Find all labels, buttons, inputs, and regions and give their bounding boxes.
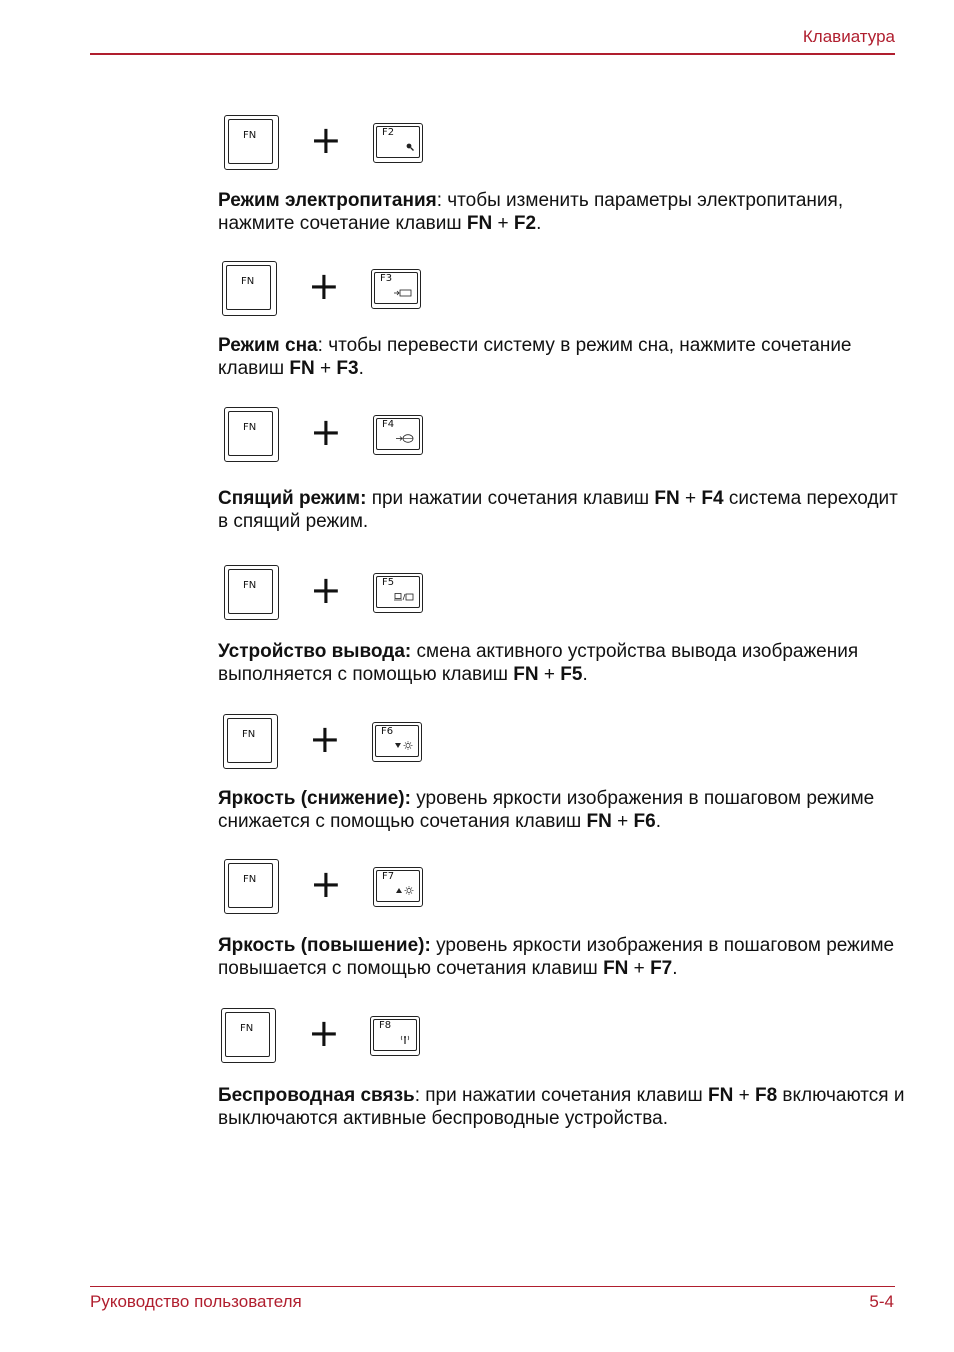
shortcut-description [218,487,908,533]
shortcut-title: Устройство вывода: [218,641,412,662]
shortcut-title: Яркость (снижение): [218,788,411,809]
separator: : [317,335,329,356]
shortcut-title: Яркость (повышение): [218,935,431,956]
f5-key [373,573,423,613]
shortcut-title: Беспроводная связь [218,1085,415,1106]
combo-key: F2 [513,213,537,234]
key-combo [218,714,908,776]
key-combo [218,859,908,921]
shortcut-description [218,189,908,235]
fn-key-label: FN [243,422,257,433]
shortcut-entry-brightness-up [218,859,908,980]
combo-join: + [733,1085,755,1106]
combo-join: + [679,488,702,509]
key-combo [218,261,908,323]
plus-sign: + [310,118,342,162]
description-end: включаются и выключаются активные беспроводные устройства. [218,1085,905,1129]
wireless-icon [399,1035,411,1047]
key-combo [218,565,908,627]
description-text: чтобы перевести систему в режим сна, нажмите сочетание клавиш [218,335,852,379]
description-end: . [358,358,364,379]
display-switch-icon [394,593,414,604]
separator: : [414,1085,426,1106]
description-end: . [655,811,661,832]
plus-sign: + [310,862,342,906]
footer-manual-title: Руководство пользователя [90,1292,302,1311]
shortcut-description [218,640,908,686]
magnifier-icon [406,143,414,154]
f8-key [370,1016,420,1056]
shortcut-entry-power [218,115,908,235]
hibernate-icon [396,434,414,446]
function-key-label: F2 [382,127,395,138]
brightness-down-icon [395,741,413,753]
fn-key [224,859,279,914]
description-text: при нажатии сочетания клавиш [425,1085,708,1106]
f7-key [373,867,423,907]
function-key-label: F8 [379,1020,392,1031]
combo-fn: FN [586,811,612,832]
shortcut-title: Режим сна [218,335,318,356]
combo-key: F5 [560,664,583,685]
function-key-label: F7 [382,871,395,882]
combo-join: + [314,358,337,379]
fn-key [221,1008,276,1063]
description-text: уровень яркости изображения в пошаговом режиме снижается с помощью сочетания клавиш [218,788,875,832]
function-key-label: F4 [382,419,395,430]
fn-key [223,714,278,769]
description-end: система переходит в спящий режим. [218,488,898,532]
key-combo [218,115,908,177]
f4-key [373,415,423,455]
plus-sign: + [308,1011,340,1055]
f3-key [371,269,421,309]
fn-key-label: FN [241,276,255,287]
shortcut-entry-output [218,565,908,686]
combo-join: + [492,213,514,234]
combo-join: + [628,958,651,979]
shortcut-description [218,334,908,380]
combo-join: + [538,664,561,685]
function-key-label: F3 [380,273,393,284]
page-header-title: Клавиатура [802,27,895,46]
brightness-up-icon [396,886,414,898]
shortcut-entry-brightness-down [218,714,908,833]
fn-key [224,407,279,462]
key-combo [218,407,908,469]
description-end: . [536,213,542,234]
f6-key [372,722,422,762]
fn-key-label: FN [243,874,257,885]
plus-sign: + [308,264,340,308]
fn-key-label: FN [243,130,257,141]
combo-fn: FN [654,488,680,509]
shortcut-entry-hibernate [218,407,908,533]
shortcut-title: Режим электропитания [218,190,437,211]
combo-key: F7 [650,958,673,979]
description-end: . [672,958,678,979]
combo-fn: FN [289,358,315,379]
function-key-label: F6 [381,726,394,737]
f2-key [373,123,423,163]
combo-join: + [611,811,634,832]
shortcut-title: Спящий режим: [218,488,367,509]
fn-key-label: FN [243,580,257,591]
description-text: чтобы изменить параметры электропитания, нажмите сочетание клавиш [218,190,844,234]
plus-sign: + [309,717,341,761]
separator: : [436,190,448,211]
shortcut-description [218,787,908,833]
key-combo [218,1008,908,1070]
function-key-label: F5 [382,577,395,588]
page-number: 5-4 [869,1292,894,1311]
combo-key: F8 [754,1085,778,1106]
shortcut-entry-wireless [218,1008,908,1130]
plus-sign: + [310,568,342,612]
combo-key: F3 [336,358,359,379]
fn-key-label: FN [240,1023,254,1034]
combo-fn: FN [466,213,493,234]
description-text: уровень яркости изображения в пошаговом режиме повышается с помощью сочетания клавиш [218,935,895,979]
fn-key [224,565,279,620]
shortcut-description [218,934,908,980]
fn-key [224,115,279,170]
plus-sign: + [310,410,342,454]
footer-rule [90,1286,895,1287]
shortcut-description [218,1084,908,1130]
combo-key: F6 [633,811,656,832]
combo-key: F4 [701,488,724,509]
sleep-icon [394,289,412,300]
fn-key [222,261,277,316]
header-rule [90,53,895,55]
description-text: смена активного устройства вывода изображения выполняется с помощью клавиш [218,641,859,685]
combo-fn: FN [513,664,539,685]
shortcut-entry-sleep [218,261,908,380]
description-text: при нажатии сочетания клавиш [371,488,655,509]
description-end: . [582,664,588,685]
combo-fn: FN [603,958,629,979]
combo-fn: FN [707,1085,734,1106]
fn-key-label: FN [242,729,256,740]
